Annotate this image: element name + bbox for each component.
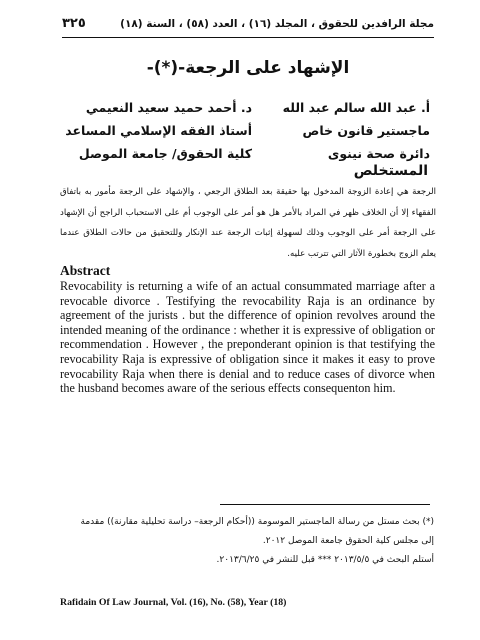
footnote [62, 513, 434, 570]
author-affiliation: كلية الحقوق/ جامعة الموصل [78, 146, 252, 161]
footnote-rule [220, 504, 430, 505]
page-number: ٣٢٥ [62, 16, 86, 31]
running-header [62, 16, 434, 36]
english-abstract-body: Revocability is returning a wife of an actual consummated marriage after a revocable divorce . Testifying the revocability Raja is an ordinance by agreement of the jurists . but the difference of opinion revolves around the intended meaning of the ordinance : whether it is expressive of obligation or recommendation . However , the preponderant opinion is that testifying the revocability Raja is expressive of obligation since it makes it easy to prove revocability Raja when there is denial and to reduce cases of divorce when the husband becomes aware of the serious effects consequenton him. [60, 279, 435, 396]
footnote-line: (*) بحث مستل من رسالة الماجستير الموسومة ((أحكام الرجعة– دراسة تحليلية مقارنة)) مقدمة [80, 517, 434, 527]
arabic-abstract-body: الرجعة هي إعادة الزوجة المدخول بها حقيقة بعد الطلاق الرجعي ، والإشهاد على الرجعة مأمور به باتفاق الفقهاء إلا أن الخلاف ظهر في المراد بالأمر هل هو أمر على الوجوب أم على الاستحباب الراجح أن الإشهاد على الرجعة أمر على الوجوب وذلك لسهولة إثبات الرجعة عند الإنكار وللتحقيق من حالات الطلاق عندما يعلم الزوج بخطورة الآثار التي تترتب عليه. [60, 187, 436, 259]
author-block-second [65, 96, 252, 165]
journal-info: مجلة الرافدين للحقوق ، المجلد (١٦) ، العدد (٥٨) ، السنة (١٨) [120, 18, 434, 30]
footnote-line: إلى مجلس كلية الحقوق جامعة الموصل ٢٠١٢. [262, 536, 434, 546]
author-name: أ. عبد الله سالم عبد الله [282, 100, 430, 115]
english-abstract-heading: Abstract [60, 263, 111, 278]
paper-title: الإشهاد على الرجعة-(*)- [146, 58, 350, 78]
author-name: د. أحمد حميد سعيد النعيمي [85, 100, 252, 115]
author-affiliation: دائرة صحة نينوى [327, 146, 430, 161]
arabic-abstract-heading: المستخلص [353, 163, 428, 179]
author-block-first [283, 96, 430, 165]
header-rule [62, 37, 434, 38]
author-position: أستاذ الفقه الإسلامي المساعد [65, 123, 252, 138]
footnote-line: أستلم البحث في ٢٠١٣/٥/٥ *** قبل للنشر في ٢٠١٣/٦/٢٥. [216, 555, 434, 565]
author-position: ماجستير قانون خاص [302, 123, 430, 138]
journal-footer: Rafidain Of Law Journal, Vol. (16), No. (58), Year (18) [60, 597, 287, 608]
